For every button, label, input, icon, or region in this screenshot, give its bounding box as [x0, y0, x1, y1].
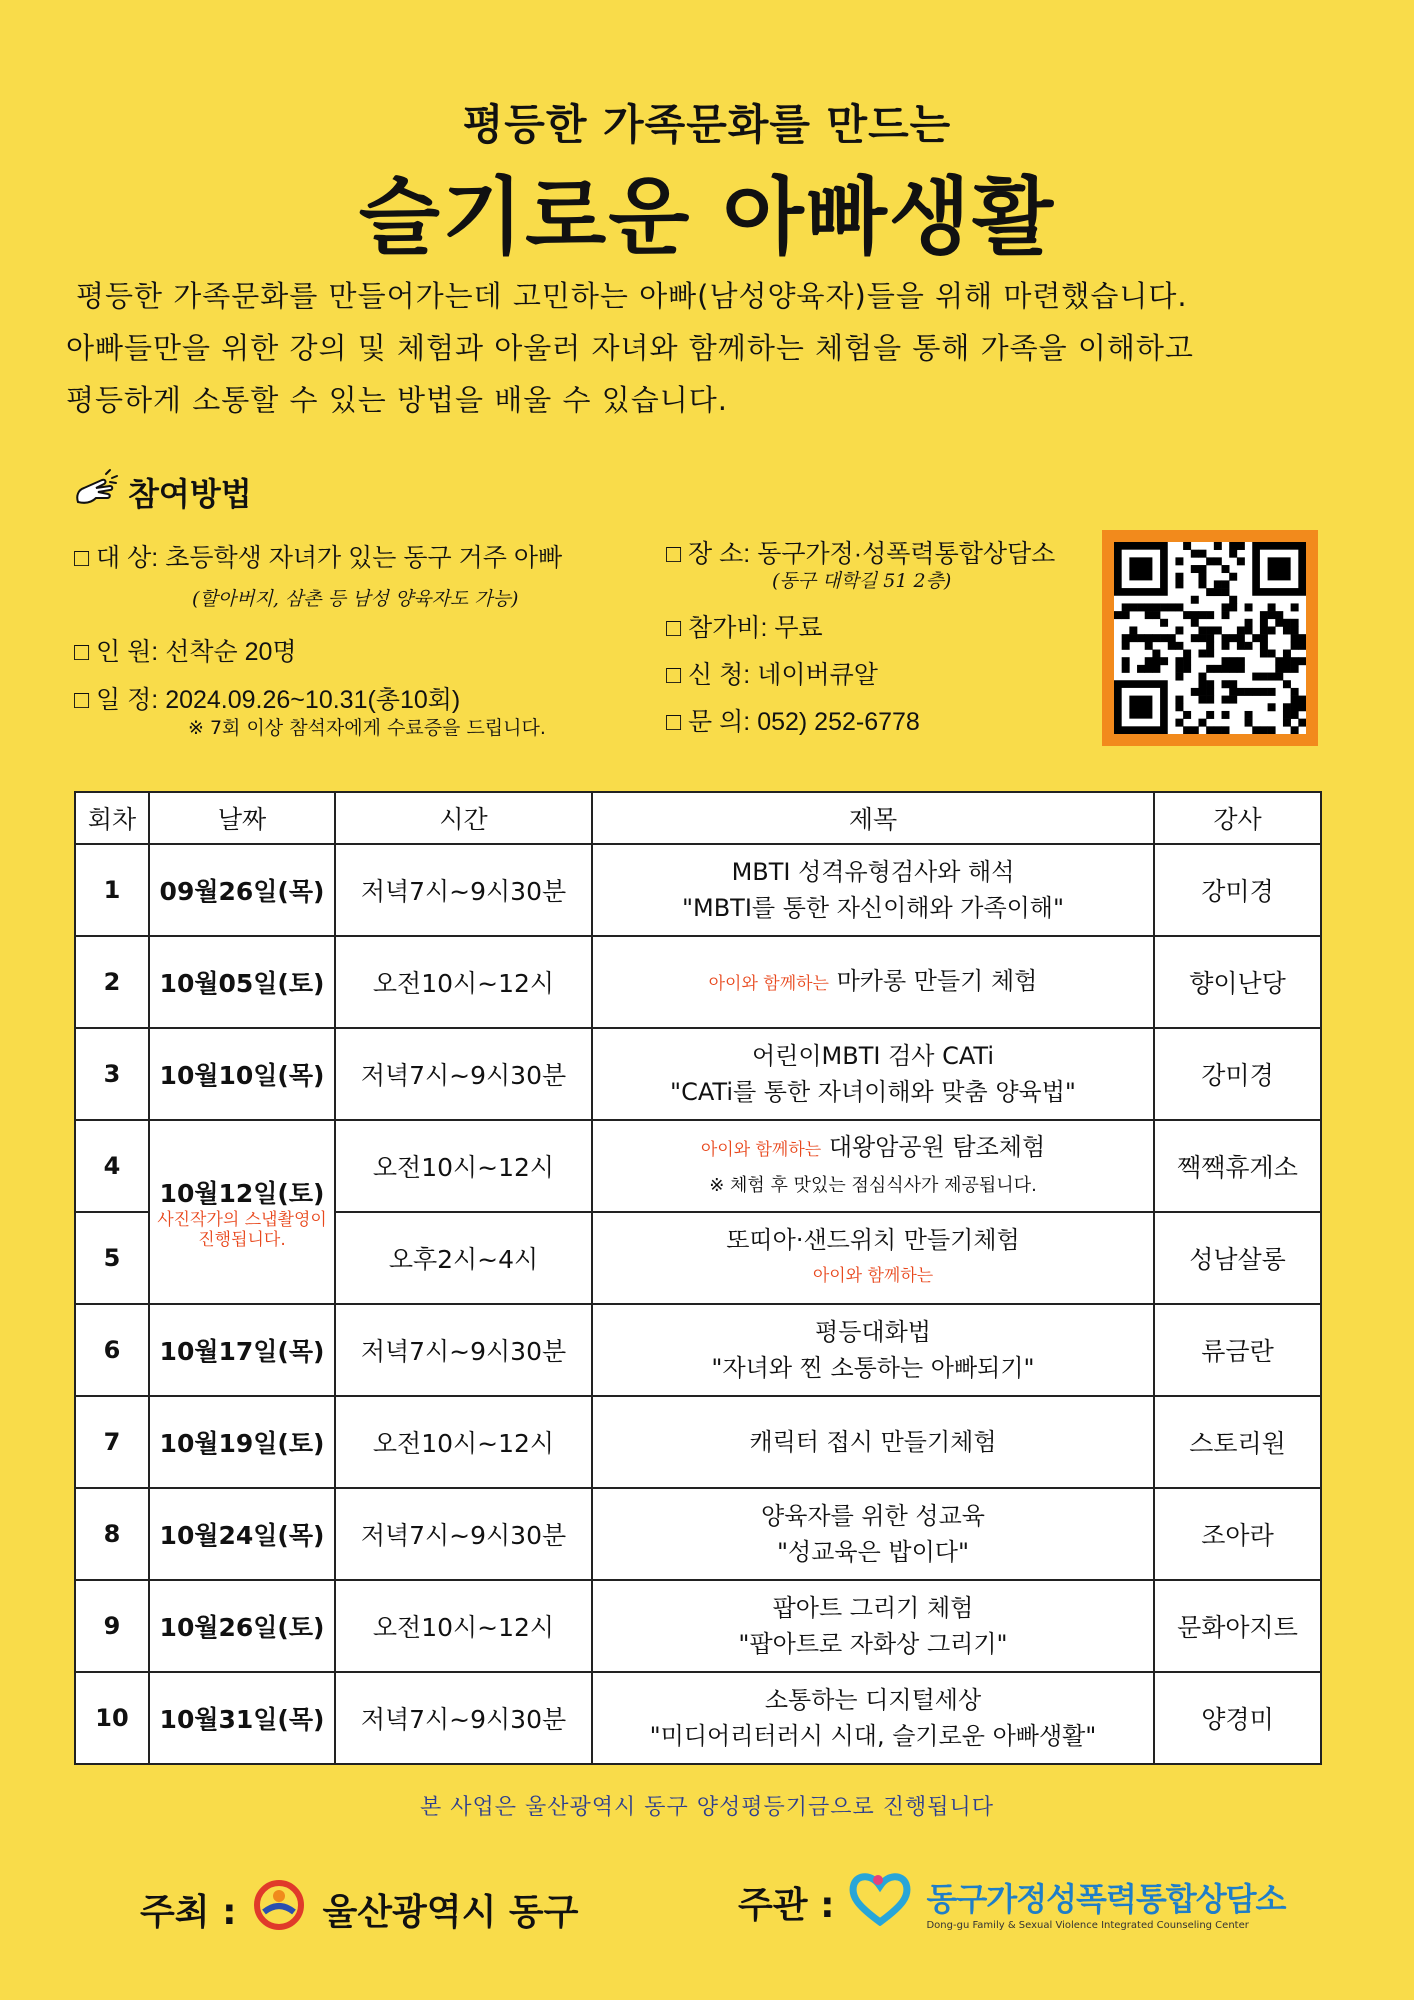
- row-number: 1: [75, 844, 149, 936]
- info-value: : 네이버큐알: [743, 661, 878, 689]
- row-date: 10월05일(토): [149, 936, 335, 1028]
- host-name: 울산광역시 동구: [322, 1892, 579, 1933]
- organizer-label: 주관 :: [738, 1885, 835, 1926]
- row-number: 10: [75, 1672, 149, 1764]
- row-title: [592, 844, 1154, 936]
- title-line: 대왕암공원 탐조체험: [828, 1132, 1046, 1161]
- row-date: 10월24일(목): [149, 1488, 335, 1580]
- info-label: □ 참가비: [666, 614, 761, 642]
- qr-code[interactable]: [1102, 530, 1318, 746]
- title-line: 어린이MBTI 검사 CATi: [752, 1042, 994, 1070]
- header-time: 시간: [335, 792, 592, 844]
- intro-text: [66, 270, 1356, 426]
- organizer-en-name: Dong-gu Family & Sexual Violence Integrated Counseling Center: [926, 1920, 1249, 1931]
- row-number: 6: [75, 1304, 149, 1396]
- title-line: 또띠아·샌드위치 만들기체험: [726, 1226, 1020, 1254]
- title-line: 평등대화법: [815, 1318, 931, 1346]
- info-capacity: [74, 632, 297, 668]
- with-child-tag: 아이와 함께하는: [700, 1139, 822, 1160]
- row-instructor: 스토리원: [1154, 1396, 1321, 1488]
- header-title: 제목: [592, 792, 1154, 844]
- table-row: [75, 1304, 1321, 1396]
- row-date: 10월26일(토): [149, 1580, 335, 1672]
- row-time: 저녁7시~9시30분: [335, 1488, 592, 1580]
- title-line: 마카롱 만들기 체험: [836, 966, 1038, 995]
- row-title: [592, 1396, 1154, 1488]
- row-date: 10월10일(목): [149, 1028, 335, 1120]
- row-time: 저녁7시~9시30분: [335, 1672, 592, 1764]
- table-row: [75, 1580, 1321, 1672]
- row-instructor: 강미경: [1154, 844, 1321, 936]
- info-label: □ 대 상: [74, 544, 152, 572]
- page-title: 슬기로운 아빠생활: [358, 168, 1056, 266]
- row-time: 오전10시~12시: [335, 936, 592, 1028]
- date-note: 사진작가의 스냅촬영이 진행됩니다.: [157, 1210, 327, 1250]
- title-subline: "CATi를 통한 자녀이해와 맞춤 양육법": [670, 1078, 1076, 1106]
- row-instructor: 성남살롱: [1154, 1212, 1321, 1304]
- info-value: : 2024.09.26~10.31(총10회): [151, 686, 461, 714]
- info-value: : 무료: [760, 614, 823, 642]
- info-fee: [666, 608, 823, 644]
- header-instructor: 강사: [1154, 792, 1321, 844]
- row-date: 09월26일(목): [149, 844, 335, 936]
- table-row: [75, 1396, 1321, 1488]
- info-note: ※ 7회 이상 참석자에게 수료증을 드립니다.: [188, 717, 546, 739]
- date-text: 10월12일(토): [159, 1179, 325, 1208]
- schedule-table: [74, 791, 1322, 1765]
- info-label: □ 일 정: [74, 686, 152, 714]
- row-title: [592, 1028, 1154, 1120]
- with-child-tag: 아이와 함께하는: [708, 973, 829, 994]
- table-row: [75, 1028, 1321, 1120]
- header-round: 회차: [75, 792, 149, 844]
- row-title: [592, 1488, 1154, 1580]
- table-row: [75, 844, 1321, 936]
- row-date: [149, 1120, 335, 1304]
- info-note: (할아버지, 삼촌 등 남성 양육자도 가능): [192, 588, 519, 610]
- row-title: [592, 1304, 1154, 1396]
- title-subline: "MBTI를 통한 자신이해와 가족이해": [681, 894, 1065, 922]
- row-date: 10월31일(목): [149, 1672, 335, 1764]
- row-title: [592, 1580, 1154, 1672]
- row-instructor: 류금란: [1154, 1304, 1321, 1396]
- row-number: 5: [75, 1212, 149, 1304]
- header-date: 날짜: [149, 792, 335, 844]
- organizer-text: [926, 1874, 1285, 1931]
- info-label: □ 인 원: [74, 638, 152, 666]
- row-number: 2: [75, 936, 149, 1028]
- row-time: 오전10시~12시: [335, 1396, 592, 1488]
- info-value: : 선착순 20명: [151, 638, 297, 666]
- info-label: □ 문 의: [666, 708, 744, 736]
- info-schedule: [74, 680, 460, 716]
- title-subline: "미디어리터러시 시대, 슬기로운 아빠생활": [649, 1722, 1097, 1750]
- info-value: : 동구가정·성폭력통합상담소: [743, 540, 1056, 568]
- info-contact: [666, 702, 920, 738]
- info-apply: [666, 655, 878, 691]
- info-location: [666, 534, 1055, 570]
- title-subline: "팝아트로 자화상 그리기": [738, 1630, 1008, 1658]
- with-child-tag: 아이와 함께하는: [812, 1266, 934, 1286]
- title-subline: "성교육은 밥이다": [777, 1538, 969, 1566]
- title-line: 캐릭터 접시 만들기체험: [749, 1428, 997, 1456]
- info-target: [74, 538, 562, 574]
- table-row: [75, 1672, 1321, 1764]
- qr-code-icon: [1114, 542, 1306, 734]
- row-title: [592, 1212, 1154, 1304]
- row-number: 8: [75, 1488, 149, 1580]
- row-instructor: 조아라: [1154, 1488, 1321, 1580]
- title-line: MBTI 성격유형검사와 해석: [731, 858, 1015, 886]
- title-subline: "자녀와 찐 소통하는 아빠되기": [711, 1354, 1035, 1382]
- participation-heading-label: 참여방법: [128, 475, 252, 513]
- host-label: 주최 :: [140, 1892, 237, 1933]
- row-time: 오전10시~12시: [335, 1580, 592, 1672]
- organizer-name: 동구가정성폭력통합상담소: [926, 1880, 1286, 1918]
- row-number: 4: [75, 1120, 149, 1212]
- dong-gu-emblem-icon: [252, 1878, 306, 1941]
- info-value: : 052) 252-6778: [743, 708, 920, 736]
- title-subline: ※ 체험 후 맛있는 점심식사가 제공됩니다.: [709, 1174, 1037, 1196]
- info-label: □ 신 청: [666, 661, 744, 689]
- row-instructor: 짹짹휴게소: [1154, 1120, 1321, 1212]
- row-title: [592, 936, 1154, 1028]
- row-time: 오후2시~4시: [335, 1212, 592, 1304]
- row-time: 오전10시~12시: [335, 1120, 592, 1212]
- info-value: : 초등학생 자녀가 있는 동구 거주 아빠: [151, 544, 563, 572]
- table-row: [75, 936, 1321, 1028]
- heart-logo-icon: [848, 1870, 912, 1935]
- pointing-hand-icon: [72, 468, 120, 516]
- info-label: □ 장 소: [666, 540, 744, 568]
- row-date: 10월17일(목): [149, 1304, 335, 1396]
- row-time: 저녁7시~9시30분: [335, 1304, 592, 1396]
- row-number: 7: [75, 1396, 149, 1488]
- intro-line: 아빠들만을 위한 강의 및 체험과 아울러 자녀와 함께하는 체험을 통해 가족을 이해하고: [66, 331, 1194, 365]
- row-number: 3: [75, 1028, 149, 1120]
- row-number: 9: [75, 1580, 149, 1672]
- host: [140, 1878, 578, 1941]
- title-line: 소통하는 디지털세상: [764, 1686, 982, 1714]
- intro-line: 평등하게 소통할 수 있는 방법을 배울 수 있습니다.: [66, 383, 729, 417]
- row-instructor: 문화아지트: [1154, 1580, 1321, 1672]
- participation-heading: [72, 468, 252, 516]
- row-instructor: 양경미: [1154, 1672, 1321, 1764]
- funding-note: 본 사업은 울산광역시 동구 양성평등기금으로 진행됩니다: [419, 1795, 994, 1820]
- row-title: [592, 1672, 1154, 1764]
- title-line: 팝아트 그리기 체험: [772, 1594, 974, 1622]
- row-time: 저녁7시~9시30분: [335, 844, 592, 936]
- table-row: [75, 1120, 1321, 1212]
- page-subtitle: 평등한 가족문화를 만드는: [462, 100, 952, 149]
- row-instructor: 향이난당: [1154, 936, 1321, 1028]
- row-title: [592, 1120, 1154, 1212]
- row-date: 10월19일(토): [149, 1396, 335, 1488]
- table-header-row: [75, 792, 1321, 844]
- intro-line: 평등한 가족문화를 만들어가는데 고민하는 아빠(남성양육자)들을 위해 마련했습니다.: [76, 279, 1188, 313]
- row-time: 저녁7시~9시30분: [335, 1028, 592, 1120]
- row-instructor: 강미경: [1154, 1028, 1321, 1120]
- title-line: 양육자를 위한 성교육: [761, 1502, 985, 1530]
- info-note: (동구 대학길 51 2층): [772, 570, 952, 592]
- table-row: [75, 1488, 1321, 1580]
- organizer: [738, 1870, 1285, 1935]
